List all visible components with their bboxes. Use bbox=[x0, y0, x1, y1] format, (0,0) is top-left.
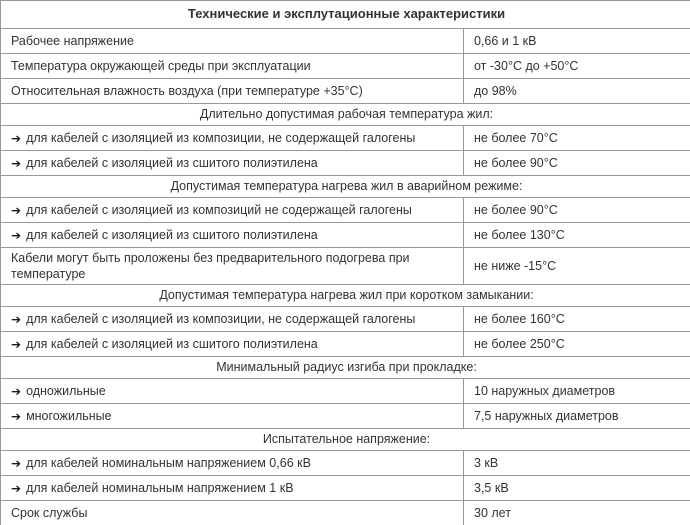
spec-row bbox=[1, 248, 690, 285]
spec-value: 3 кВ bbox=[464, 451, 690, 476]
spec-value: не более 90°С bbox=[464, 198, 690, 223]
spec-value: 7,5 наружных диаметров bbox=[464, 404, 690, 429]
spec-label: Кабели могут быть проложены без предварительного подогрева при температуре bbox=[1, 248, 464, 285]
spec-row bbox=[1, 404, 690, 429]
spec-value: не более 90°С bbox=[464, 151, 690, 176]
spec-row bbox=[1, 126, 690, 151]
spec-value: 30 лет bbox=[464, 501, 690, 525]
spec-label: ➔ для кабелей с изоляцией из композиций не содержащей галогены bbox=[1, 198, 464, 223]
section-label: Минимальный радиус изгиба при прокладке: bbox=[1, 357, 690, 379]
spec-row bbox=[1, 79, 690, 104]
spec-row bbox=[1, 379, 690, 404]
spec-row bbox=[1, 29, 690, 54]
arrow-icon: ➔ bbox=[11, 312, 22, 327]
section-row bbox=[1, 285, 690, 307]
arrow-icon: ➔ bbox=[11, 156, 22, 171]
table-body bbox=[1, 29, 690, 525]
spec-row bbox=[1, 54, 690, 79]
section-row bbox=[1, 104, 690, 126]
spec-value: не более 250°С bbox=[464, 332, 690, 357]
table-header-row bbox=[1, 1, 690, 29]
spec-row bbox=[1, 198, 690, 223]
spec-label: Срок службы bbox=[1, 501, 464, 525]
section-label: Длительно допустимая рабочая температура жил: bbox=[1, 104, 690, 126]
arrow-icon: ➔ bbox=[11, 409, 22, 424]
spec-row bbox=[1, 476, 690, 501]
spec-value: не ниже -15°С bbox=[464, 248, 690, 285]
spec-value: не более 70°С bbox=[464, 126, 690, 151]
arrow-icon: ➔ bbox=[11, 203, 22, 218]
arrow-icon: ➔ bbox=[11, 456, 22, 471]
section-row bbox=[1, 357, 690, 379]
spec-value: до 98% bbox=[464, 79, 690, 104]
spec-row bbox=[1, 451, 690, 476]
spec-value: 3,5 кВ bbox=[464, 476, 690, 501]
spec-label: Относительная влажность воздуха (при температуре +35°С) bbox=[1, 79, 464, 104]
spec-label: Температура окружающей среды при эксплуатации bbox=[1, 54, 464, 79]
spec-label: ➔ для кабелей с изоляцией из композиции, не содержащей галогены bbox=[1, 126, 464, 151]
section-label: Допустимая температура нагрева жил в аварийном режиме: bbox=[1, 176, 690, 198]
spec-label: ➔ для кабелей номинальным напряжением 1 кВ bbox=[1, 476, 464, 501]
spec-row bbox=[1, 307, 690, 332]
section-label: Допустимая температура нагрева жил при коротком замыкании: bbox=[1, 285, 690, 307]
section-row bbox=[1, 429, 690, 451]
arrow-icon: ➔ bbox=[11, 481, 22, 496]
spec-label: ➔ для кабелей с изоляцией из сшитого полиэтилена bbox=[1, 332, 464, 357]
spec-value: 10 наружных диаметров bbox=[464, 379, 690, 404]
spec-value: от -30°С до +50°С bbox=[464, 54, 690, 79]
table-title: Технические и эксплутационные характеристики bbox=[1, 1, 690, 29]
section-label: Испытательное напряжение: bbox=[1, 429, 690, 451]
spec-label: ➔ для кабелей с изоляцией из сшитого полиэтилена bbox=[1, 151, 464, 176]
section-row bbox=[1, 176, 690, 198]
arrow-icon: ➔ bbox=[11, 337, 22, 352]
spec-value: не более 130°С bbox=[464, 223, 690, 248]
spec-row bbox=[1, 501, 690, 525]
spec-label: ➔ одножильные bbox=[1, 379, 464, 404]
spec-row bbox=[1, 223, 690, 248]
spec-label: ➔ для кабелей номинальным напряжением 0,66 кВ bbox=[1, 451, 464, 476]
spec-label: ➔ многожильные bbox=[1, 404, 464, 429]
arrow-icon: ➔ bbox=[11, 384, 22, 399]
spec-label: ➔ для кабелей с изоляцией из композиции, не содержащей галогены bbox=[1, 307, 464, 332]
spec-value: не более 160°С bbox=[464, 307, 690, 332]
arrow-icon: ➔ bbox=[11, 131, 22, 146]
spec-label: Рабочее напряжение bbox=[1, 29, 464, 54]
spec-row bbox=[1, 332, 690, 357]
spec-value: 0,66 и 1 кВ bbox=[464, 29, 690, 54]
spec-row bbox=[1, 151, 690, 176]
spec-label: ➔ для кабелей с изоляцией из сшитого полиэтилена bbox=[1, 223, 464, 248]
arrow-icon: ➔ bbox=[11, 228, 22, 243]
